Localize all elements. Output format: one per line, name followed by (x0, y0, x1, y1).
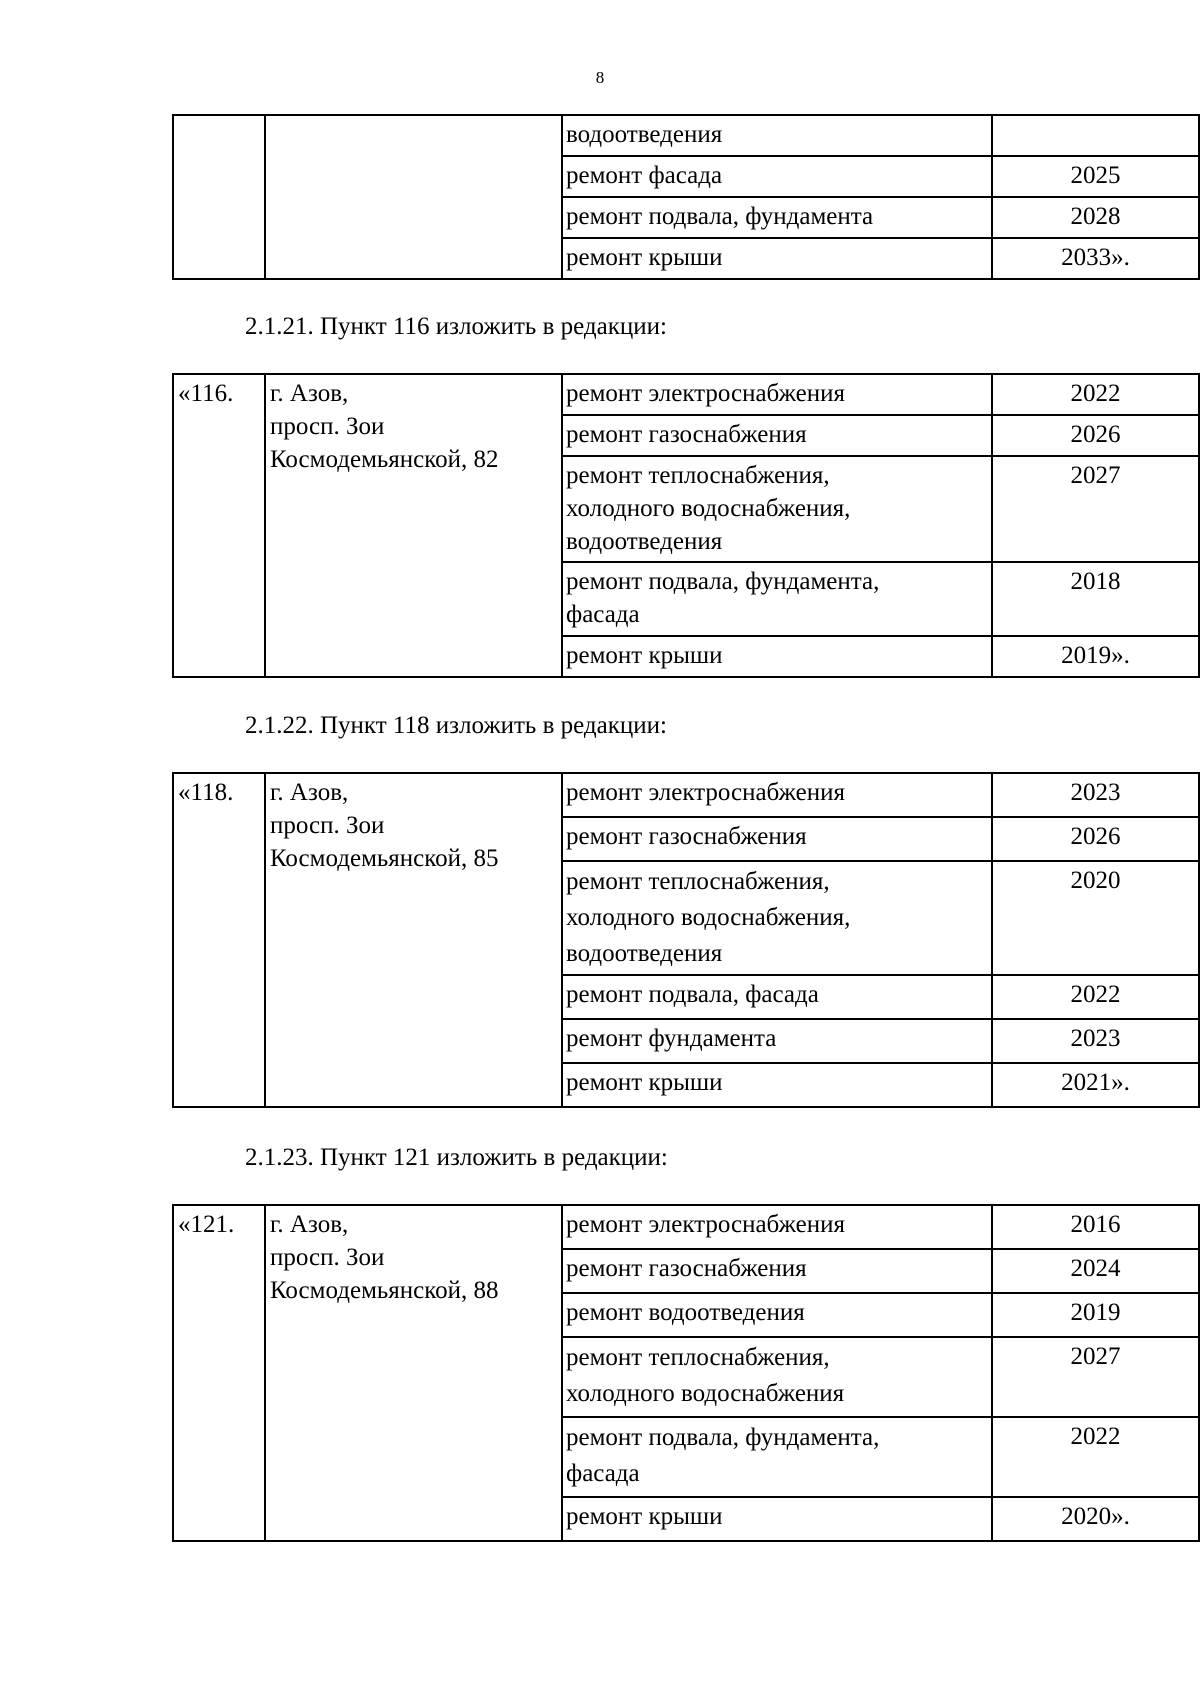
section-heading: 2.1.23. Пункт 121 изложить в редакции: (245, 1144, 668, 1171)
year-cell: 2023 (992, 773, 1199, 817)
year-cell: 2024 (992, 1249, 1199, 1293)
work-line: ремонт электроснабжения (566, 779, 845, 806)
work-cell (562, 1019, 992, 1063)
work-cell (562, 415, 992, 456)
section-heading: 2.1.22. Пункт 118 изложить в редакции: (245, 712, 667, 739)
year-cell: 2023 (992, 1019, 1199, 1063)
number-cell (173, 115, 265, 279)
work-cell (562, 1205, 992, 1249)
address-line: Космодемьянской, 85 (270, 845, 499, 872)
work-line: фасада (566, 601, 640, 628)
address-line: просп. Зои (270, 812, 385, 839)
number-cell: «121. (173, 1205, 265, 1541)
work-line: ремонт крыши (566, 1503, 723, 1530)
work-cell: водоотведения (562, 115, 992, 156)
table-row (173, 374, 1199, 415)
number-cell: «118. (173, 773, 265, 1107)
year-cell: 2022 (992, 1417, 1199, 1497)
address-line: г. Азов, (270, 380, 349, 407)
address-cell (265, 1205, 562, 1541)
work-cell (562, 374, 992, 415)
work-cell (562, 562, 992, 636)
work-line: холодного водоснабжения (566, 1380, 845, 1407)
work-line: холодного водоснабжения, (566, 904, 851, 931)
work-line: водоотведения (566, 940, 723, 967)
table-row (173, 1205, 1199, 1249)
work-cell (562, 456, 992, 562)
work-line: ремонт подвала, фундамента, (566, 1424, 880, 1451)
work-line: ремонт подвала, фундамента, (566, 568, 880, 595)
year-cell: 2020». (992, 1497, 1199, 1541)
address-line: Космодемьянской, 82 (270, 446, 499, 473)
number-cell: «116. (173, 374, 265, 677)
year-cell: 2019 (992, 1293, 1199, 1337)
year-cell: 2022 (992, 374, 1199, 415)
work-cell (562, 1063, 992, 1107)
year-cell: 2025 (992, 156, 1199, 197)
address-cell (265, 773, 562, 1107)
section-table (172, 373, 1200, 678)
address-line: просп. Зои (270, 413, 385, 440)
year-cell: 2027 (992, 456, 1199, 562)
work-line: фасада (566, 1460, 640, 1487)
year-cell (992, 115, 1199, 156)
work-line: ремонт крыши (566, 642, 723, 669)
work-cell (562, 1293, 992, 1337)
work-line: ремонт теплоснабжения, (566, 1344, 830, 1371)
work-line: ремонт теплоснабжения, (566, 462, 830, 489)
work-cell (562, 861, 992, 975)
address-cell (265, 374, 562, 677)
address-line: просп. Зои (270, 1244, 385, 1271)
work-cell: ремонт крыши (562, 238, 992, 279)
work-line: ремонт подвала, фасада (566, 981, 819, 1008)
address-line: Космодемьянской, 88 (270, 1277, 499, 1304)
work-line: ремонт фундамента (566, 1025, 777, 1052)
year-cell: 2026 (992, 415, 1199, 456)
year-cell: 2022 (992, 975, 1199, 1019)
work-line: ремонт газоснабжения (566, 1255, 807, 1282)
address-line: г. Азов, (270, 779, 349, 806)
year-cell: 2028 (992, 197, 1199, 238)
work-line: ремонт теплоснабжения, (566, 868, 830, 895)
section-heading: 2.1.21. Пункт 116 изложить в редакции: (245, 313, 667, 340)
work-line: ремонт электроснабжения (566, 380, 845, 407)
work-line: ремонт крыши (566, 1069, 723, 1096)
work-line: ремонт газоснабжения (566, 823, 807, 850)
table-row (173, 115, 1199, 156)
work-cell (562, 975, 992, 1019)
work-line: ремонт газоснабжения (566, 421, 807, 448)
year-cell: 2027 (992, 1337, 1199, 1417)
year-cell: 2026 (992, 817, 1199, 861)
address-line: г. Азов, (270, 1211, 349, 1238)
year-cell: 2033». (992, 238, 1199, 279)
section-table (172, 772, 1200, 1108)
work-cell (562, 773, 992, 817)
work-cell (562, 636, 992, 677)
year-cell: 2020 (992, 861, 1199, 975)
work-cell (562, 1417, 992, 1497)
work-cell: ремонт подвала, фундамента (562, 197, 992, 238)
work-cell (562, 1337, 992, 1417)
year-cell: 2019». (992, 636, 1199, 677)
section-table (172, 1204, 1200, 1542)
page-number: 8 (595, 68, 605, 87)
year-cell: 2018 (992, 562, 1199, 636)
work-cell (562, 817, 992, 861)
year-cell: 2021». (992, 1063, 1199, 1107)
address-cell (265, 115, 562, 279)
work-line: ремонт водоотведения (566, 1299, 805, 1326)
year-cell: 2016 (992, 1205, 1199, 1249)
table-row (173, 773, 1199, 817)
continuation-table (172, 114, 1200, 280)
work-cell: ремонт фасада (562, 156, 992, 197)
work-line: ремонт электроснабжения (566, 1211, 845, 1238)
work-line: холодного водоснабжения, (566, 495, 851, 522)
work-line: водоотведения (566, 528, 723, 555)
work-cell (562, 1497, 992, 1541)
work-cell (562, 1249, 992, 1293)
